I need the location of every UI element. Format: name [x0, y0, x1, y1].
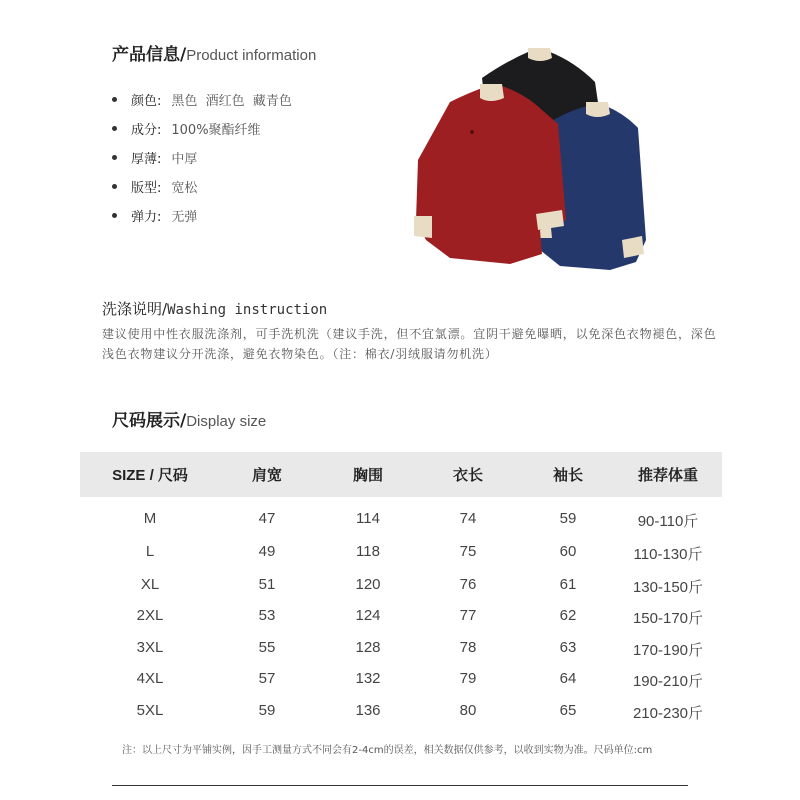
- table-cell: 2XL: [136, 607, 164, 624]
- table-cell: 130-150斤: [632, 579, 704, 596]
- washing-title-en: Washing instruction: [167, 302, 328, 318]
- info-key: 版型:: [131, 181, 162, 196]
- bullet-icon: [112, 184, 117, 189]
- table-cell: 170-190斤: [632, 642, 704, 659]
- table-cell: 51: [258, 576, 276, 593]
- info-row-material: [112, 119, 261, 138]
- table-cell: 75: [459, 543, 477, 560]
- bullet-icon: [112, 155, 117, 160]
- size-title: [112, 406, 266, 431]
- table-cell: 3XL: [136, 639, 164, 656]
- table-cell: 59: [258, 702, 276, 719]
- table-cell: 78: [459, 639, 477, 656]
- product-info-title-en: Product information: [186, 47, 317, 64]
- table-cell: 79: [459, 670, 477, 687]
- info-row-fit: [112, 177, 197, 196]
- table-header-cell: 袖长: [552, 467, 583, 484]
- table-header-cell: 肩宽: [251, 467, 282, 484]
- table-cell: 90-110斤: [637, 513, 699, 530]
- info-row-color: [112, 90, 292, 109]
- info-value: 100%聚酯纤维: [171, 123, 261, 138]
- table-cell: 55: [258, 639, 276, 656]
- table-cell: 150-170斤: [632, 610, 704, 627]
- table-header-cell: 推荐体重: [637, 467, 698, 484]
- bullet-icon: [112, 213, 117, 218]
- table-cell: 118: [356, 543, 380, 560]
- table-cell: 60: [559, 543, 577, 560]
- table-cell: 57: [258, 670, 276, 687]
- washing-title-cn: 洗涤说明/: [102, 300, 168, 318]
- info-key: 颜色:: [131, 94, 162, 109]
- product-info-title: [112, 40, 316, 65]
- info-value: 无弹: [171, 210, 198, 225]
- bullet-icon: [112, 126, 117, 131]
- table-cell: 76: [459, 576, 477, 593]
- info-key: 厚薄:: [131, 152, 162, 167]
- table-cell: 74: [459, 510, 477, 527]
- table-cell: 65: [559, 702, 577, 719]
- table-cell: 210-230斤: [632, 705, 704, 722]
- table-cell: 61: [559, 576, 577, 593]
- table-cell: 53: [258, 607, 276, 624]
- jackets-illustration: [410, 40, 650, 275]
- table-header-cell: 胸围: [352, 467, 383, 484]
- table-cell: 59: [559, 510, 577, 527]
- product-info-title-cn: 产品信息/: [112, 45, 187, 65]
- table-cell: 80: [459, 702, 477, 719]
- table-cell: 47: [258, 510, 276, 527]
- size-note: 注：以上尺寸为平铺实例，因手工测量方式不同会有2-4cm的误差，相关数据仅供参考，以收到实物为准。尺码单位:cm: [122, 745, 653, 756]
- info-key: 弹力:: [131, 210, 162, 225]
- product-image: [410, 40, 650, 275]
- table-cell: L: [145, 543, 155, 560]
- table-cell: 128: [355, 639, 381, 656]
- table-cell: 120: [355, 576, 381, 593]
- washing-title: [102, 298, 327, 319]
- size-title-cn: 尺码展示/: [112, 411, 187, 431]
- table-cell: 110-130斤: [633, 546, 703, 563]
- table-cell: M: [143, 510, 157, 527]
- table-cell: 77: [459, 607, 477, 624]
- table-cell: XL: [140, 576, 160, 593]
- table-cell: 62: [559, 607, 577, 624]
- bullet-icon: [112, 97, 117, 102]
- table-cell: 114: [356, 510, 380, 527]
- info-value: 黑色 酒红色 藏青色: [171, 94, 292, 109]
- size-title-en: Display size: [186, 413, 267, 430]
- table-header-cell: 衣长: [452, 467, 483, 484]
- table-cell: 5XL: [136, 702, 164, 719]
- table-cell: 4XL: [136, 670, 164, 687]
- table-header-cell: SIZE / 尺码: [112, 467, 188, 484]
- table-cell: 64: [559, 670, 577, 687]
- table-cell: 136: [355, 702, 381, 719]
- info-key: 成分:: [131, 123, 162, 138]
- info-value: 中厚: [171, 152, 198, 167]
- table-cell: 124: [355, 607, 381, 624]
- table-cell: 132: [355, 670, 381, 687]
- table-cell: 63: [559, 639, 577, 656]
- info-value: 宽松: [171, 181, 198, 196]
- table-cell: 190-210斤: [632, 673, 704, 690]
- info-row-thickness: [112, 148, 197, 167]
- table-cell: 49: [258, 543, 276, 560]
- info-row-elasticity: [112, 206, 197, 225]
- washing-text: 建议使用中性衣服洗涤剂，可手洗机洗（建议手洗，但不宜氯漂。宜阴干避免曝晒，以免深色衣物褪色，深色浅色衣物建议分开洗涤，避免衣物染色。（注：棉衣/羽绒服请勿机洗）: [102, 327, 717, 361]
- divider: [112, 785, 688, 786]
